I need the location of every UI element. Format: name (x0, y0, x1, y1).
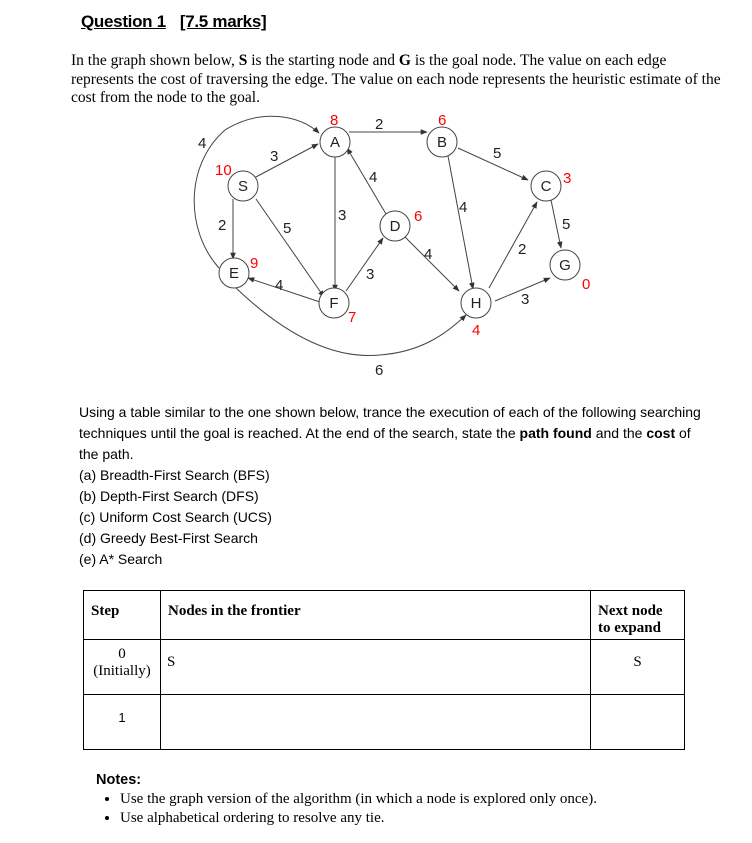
technique-greedy: (d) Greedy Best-First Search (79, 530, 258, 546)
heuristic-a: 8 (330, 112, 339, 129)
heuristic-g: 0 (582, 276, 591, 293)
table-header-row (84, 591, 685, 640)
technique-astar: (e) A* Search (79, 551, 163, 567)
cost-h-c: 2 (518, 241, 527, 258)
cost-a-b: 2 (375, 116, 384, 133)
technique-dfs: (b) Depth-First Search (DFS) (79, 488, 259, 504)
goal-node-label: G (398, 52, 411, 69)
cost-s-f: 5 (283, 220, 292, 237)
heuristic-b: 6 (438, 112, 447, 129)
edge-cost-labels (198, 116, 570, 379)
cost-b-h: 4 (459, 199, 468, 216)
cost-h-g: 3 (521, 291, 530, 308)
instructions-part: Using a table similar to the one shown below, trance the execution of each of the following searching techniques until the goal is reached. At the end of the search, state the (79, 404, 701, 441)
cost-a-f: 3 (338, 207, 347, 224)
edge-h-c (489, 202, 537, 288)
cost-e-h: 6 (375, 362, 384, 379)
edge-s-a (254, 144, 318, 178)
node-label-f: F (329, 295, 339, 312)
node-label-g: G (559, 257, 571, 274)
node-label-c: C (540, 178, 552, 195)
intro-text: In the graph shown below, (71, 52, 239, 69)
heuristic-f: 7 (348, 309, 357, 326)
intro-text: is the starting node and (247, 52, 399, 69)
step-cell (84, 640, 161, 695)
header-frontier: Nodes in the frontier (161, 591, 591, 640)
instructions-part: of the path. (79, 425, 691, 462)
note-item: • Use the graph version of the algorithm (in which a node is explored only once). (120, 790, 716, 809)
edge-f-d (346, 238, 383, 291)
node-label-h: H (470, 295, 482, 312)
table-row (84, 695, 685, 750)
cost-label: cost (646, 425, 676, 441)
cost-s-a: 3 (270, 148, 279, 165)
cost-d-h: 4 (424, 246, 433, 263)
header-step: Step (84, 591, 161, 640)
node-label-d: D (389, 218, 401, 235)
notes-list (96, 790, 716, 828)
graph-edges (194, 116, 561, 355)
path-found-label: path found (519, 425, 592, 441)
node-label-b: B (436, 134, 448, 151)
instructions-part: and the (591, 425, 647, 441)
edge-f-e (248, 278, 320, 302)
edge-c-g (551, 200, 561, 248)
notes-section (96, 772, 716, 828)
header-next-node: Next node to expand (591, 591, 685, 640)
heuristic-s: 10 (215, 162, 232, 179)
step-number: 1 (118, 710, 126, 725)
step-cell (84, 695, 161, 750)
cost-c-g: 5 (562, 216, 571, 233)
instructions-text (79, 402, 709, 465)
search-graph (0, 0, 752, 400)
cost-s-e: 2 (218, 217, 227, 234)
question-marks: [7.5 marks] (179, 12, 267, 31)
cost-b-c: 5 (493, 145, 502, 162)
question-number: Question 1 (81, 12, 166, 31)
heuristic-d: 6 (414, 208, 423, 225)
trace-table (83, 590, 685, 750)
cost-d-a: 4 (369, 169, 378, 186)
start-node-label: S (238, 52, 248, 69)
node-label-e: E (228, 265, 240, 282)
search-technique-list (79, 465, 709, 570)
node-label-s: S (237, 178, 249, 195)
cost-f-d: 3 (366, 266, 375, 283)
notes-title: Notes: (96, 772, 142, 788)
frontier-cell (161, 695, 591, 750)
next-node-cell: S (591, 640, 685, 695)
technique-bfs: (a) Breadth-First Search (BFS) (79, 467, 270, 483)
cost-f-e: 4 (275, 277, 284, 294)
intro-text: is the goal node. The value on each edge represents the cost of traversing the edge. The value on each node represents the heuristic estimate of the cost from the node to the goal. (71, 52, 721, 106)
edge-d-a (347, 148, 386, 214)
heuristic-h: 4 (472, 322, 481, 339)
heuristic-e: 9 (250, 255, 259, 272)
heuristic-c: 3 (563, 170, 572, 187)
instructions (79, 402, 709, 570)
table-row (84, 640, 685, 695)
edge-s-f (256, 199, 324, 297)
step-number: 0 (118, 646, 126, 662)
edge-b-h (448, 156, 473, 289)
edge-d-h (404, 236, 459, 291)
node-label-a: A (329, 134, 341, 151)
next-node-cell (591, 695, 685, 750)
frontier-cell: S (161, 640, 591, 695)
note-item: • Use alphabetical ordering to resolve any tie. (120, 809, 716, 828)
step-sub-label: (Initially) (93, 663, 151, 679)
cost-e-a: 4 (198, 135, 207, 152)
technique-ucs: (c) Uniform Cost Search (UCS) (79, 509, 272, 525)
